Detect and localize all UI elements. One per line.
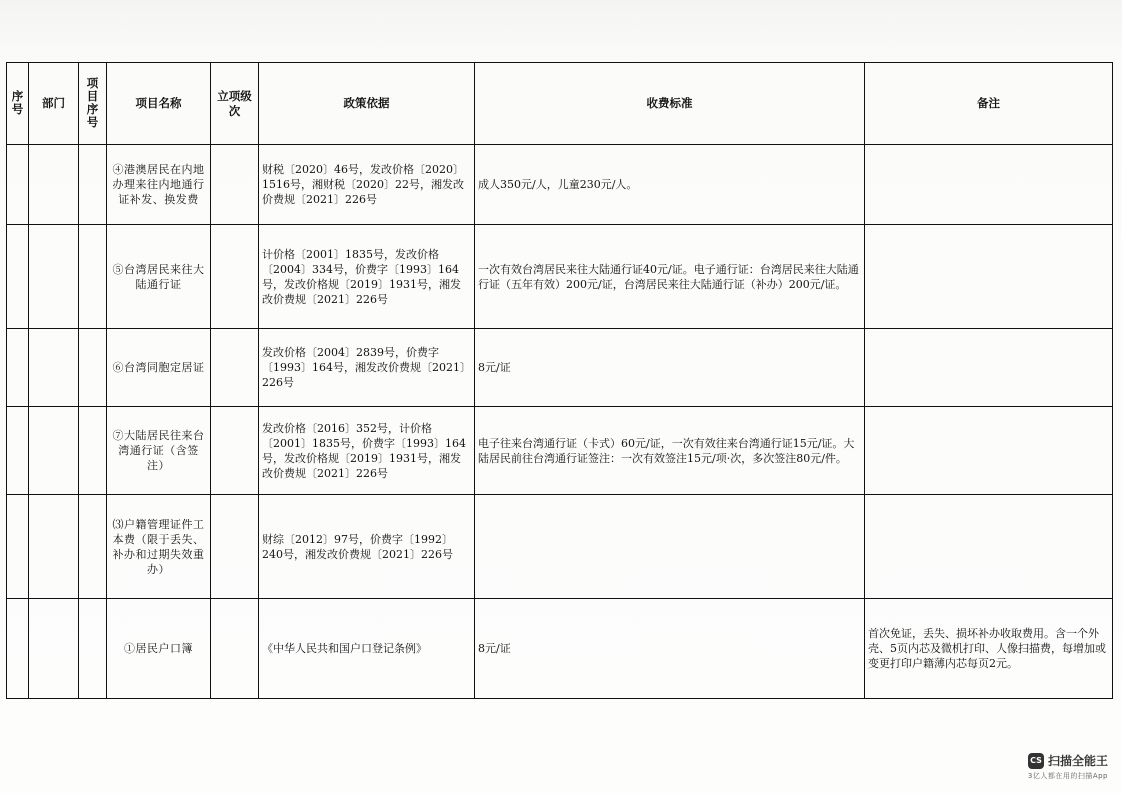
cell-fee: 电子往来台湾通行证（卡式）60元/证，一次有效往来台湾通行证15元/证。大陆居民前往台湾通行证签注：一次有效签注15元/项·次，多次签注80元/件。 bbox=[475, 407, 865, 495]
cell-note bbox=[865, 145, 1113, 225]
camscanner-logo-icon: CS bbox=[1028, 753, 1044, 769]
cell-note: 首次免证，丢失、损坏补办收取费用。含一个外壳、5页内芯及微机打印、人像扫描费，每增加或变更打印户籍薄内芯每页2元。 bbox=[865, 599, 1113, 699]
cell-note bbox=[865, 225, 1113, 329]
cell-dept bbox=[29, 225, 79, 329]
header-item-name: 项目名称 bbox=[107, 63, 211, 145]
cell-basis: 财综〔2012〕97号，价费字〔1992〕240号，湘发改价费规〔2021〕226号 bbox=[259, 495, 475, 599]
cell-item-name: ⑦大陆居民往来台湾通行证（含签注） bbox=[107, 407, 211, 495]
cell-item-name: ④港澳居民在内地办理来往内地通行证补发、换发费 bbox=[107, 145, 211, 225]
table-row bbox=[7, 495, 1113, 599]
cell-basis: 《中华人民共和国户口登记条例》 bbox=[259, 599, 475, 699]
cell-item-name: ⑥台湾同胞定居证 bbox=[107, 329, 211, 407]
cell-seq bbox=[7, 407, 29, 495]
cell-item-seq bbox=[79, 407, 107, 495]
table-row bbox=[7, 407, 1113, 495]
cell-fee: 一次有效台湾居民来往大陆通行证40元/证。电子通行证：台湾居民来往大陆通行证（五年有效）200元/证，台湾居民来往大陆通行证（补办）200元/证。 bbox=[475, 225, 865, 329]
cell-level bbox=[211, 407, 259, 495]
cell-fee: 成人350元/人，儿童230元/人。 bbox=[475, 145, 865, 225]
cell-level bbox=[211, 329, 259, 407]
cell-basis: 财税〔2020〕46号，发改价格〔2020〕1516号，湘财税〔2020〕22号，湘发改价费规〔2021〕226号 bbox=[259, 145, 475, 225]
cell-note bbox=[865, 329, 1113, 407]
header-seq: 序号 bbox=[7, 63, 29, 145]
cell-item-seq bbox=[79, 495, 107, 599]
header-dept: 部门 bbox=[29, 63, 79, 145]
cell-basis: 发改价格〔2004〕2839号，价费字〔1993〕164号，湘发改价费规〔2021〕226号 bbox=[259, 329, 475, 407]
cell-fee: 8元/证 bbox=[475, 599, 865, 699]
cell-item-seq bbox=[79, 599, 107, 699]
cell-level bbox=[211, 495, 259, 599]
cell-item-seq bbox=[79, 225, 107, 329]
cell-level bbox=[211, 225, 259, 329]
cell-seq bbox=[7, 329, 29, 407]
watermark-title: 扫描全能王 bbox=[1047, 754, 1108, 768]
header-basis: 政策依据 bbox=[259, 63, 475, 145]
cell-note bbox=[865, 495, 1113, 599]
cell-dept bbox=[29, 329, 79, 407]
table-row bbox=[7, 225, 1113, 329]
header-note: 备注 bbox=[865, 63, 1113, 145]
header-level: 立项级次 bbox=[211, 63, 259, 145]
cell-item-name: ⑤台湾居民来往大陆通行证 bbox=[107, 225, 211, 329]
table-row bbox=[7, 599, 1113, 699]
cell-dept bbox=[29, 599, 79, 699]
cell-basis: 计价格〔2001〕1835号，发改价格〔2004〕334号，价费字〔1993〕164号，发改价格规〔2019〕1931号，湘发改价费规〔2021〕226号 bbox=[259, 225, 475, 329]
cell-item-name: ⑶户籍管理证件工本费（限于丢失、补办和过期失效重办） bbox=[107, 495, 211, 599]
fee-table bbox=[6, 62, 1113, 699]
cell-note bbox=[865, 407, 1113, 495]
header-fee: 收费标准 bbox=[475, 63, 865, 145]
cell-dept bbox=[29, 495, 79, 599]
table-row bbox=[7, 329, 1113, 407]
cell-fee: 8元/证 bbox=[475, 329, 865, 407]
cell-seq bbox=[7, 225, 29, 329]
cell-dept bbox=[29, 145, 79, 225]
table-row bbox=[7, 145, 1113, 225]
scanner-watermark bbox=[1028, 752, 1108, 781]
cell-level bbox=[211, 599, 259, 699]
watermark-subtitle: 3亿人都在用的扫描App bbox=[1027, 772, 1108, 780]
cell-item-seq bbox=[79, 329, 107, 407]
cell-seq bbox=[7, 599, 29, 699]
cell-item-seq bbox=[79, 145, 107, 225]
cell-seq bbox=[7, 495, 29, 599]
header-row bbox=[7, 63, 1113, 145]
header-item-seq: 项目序号 bbox=[79, 63, 107, 145]
cell-basis: 发改价格〔2016〕352号，计价格〔2001〕1835号，价费字〔1993〕164号，发改价格规〔2019〕1931号，湘发改价费规〔2021〕226号 bbox=[259, 407, 475, 495]
cell-fee bbox=[475, 495, 865, 599]
cell-seq bbox=[7, 145, 29, 225]
cell-item-name: ①居民户口簿 bbox=[107, 599, 211, 699]
cell-dept bbox=[29, 407, 79, 495]
cell-level bbox=[211, 145, 259, 225]
